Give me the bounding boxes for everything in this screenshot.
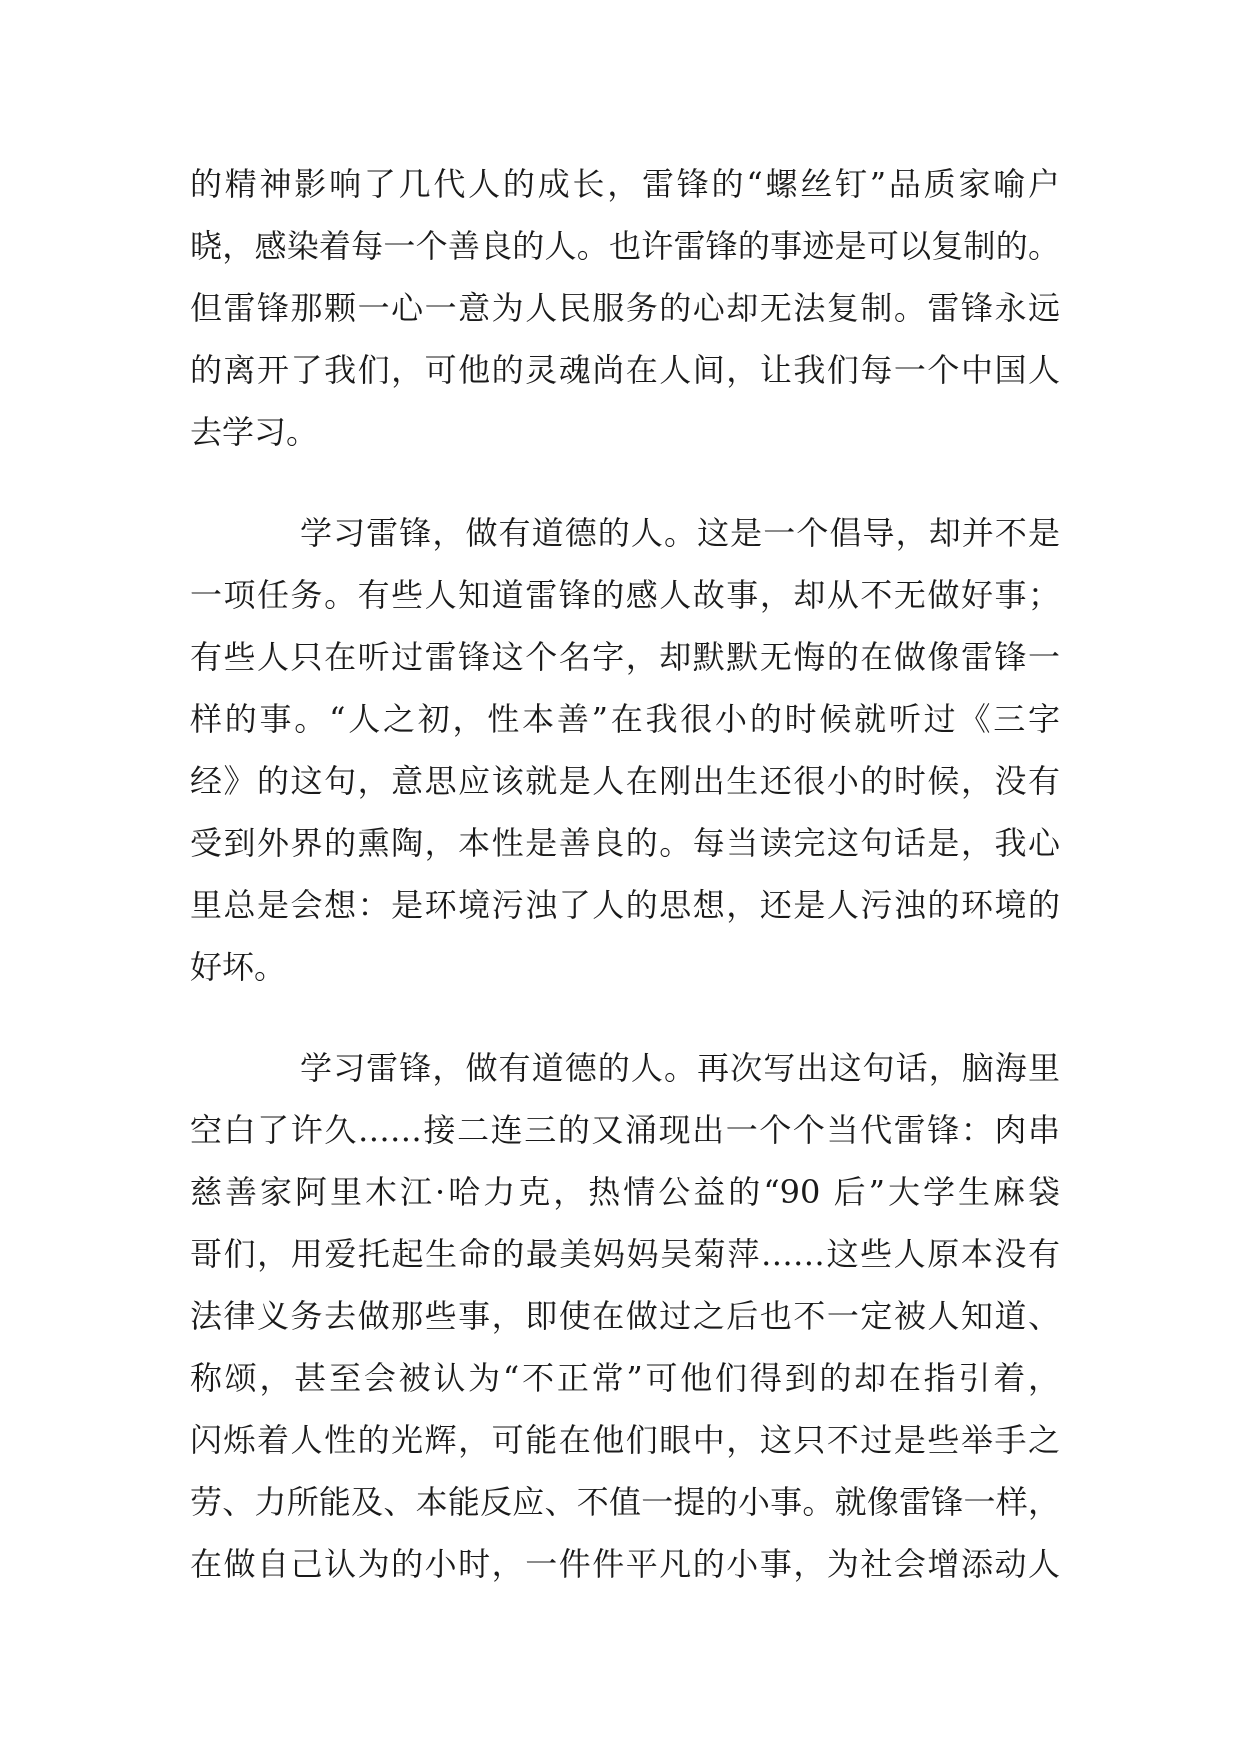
text-line: 闪烁着人性的光辉，可能在他们眼中，这只不过是些举手之 [190, 1421, 1060, 1459]
text-line: 有些人只在听过雷锋这个名字，却默默无悔的在做像雷锋一 [190, 638, 1060, 676]
text-line: 晓，感染着每一个善良的人。也许雷锋的事迹是可以复制的。 [190, 227, 1060, 265]
paragraph-3 [190, 1037, 1060, 1595]
text-line: 劳、力所能及、本能反应、不值一提的小事。就像雷锋一样， [190, 1483, 1060, 1521]
text-line: 学习雷锋，做有道德的人。再次写出这句话，脑海里 [300, 1049, 1060, 1087]
text-line: 哥们，用爱托起生命的最美妈妈吴菊萍……这些人原本没有 [190, 1235, 1060, 1273]
text-line: 受到外界的熏陶，本性是善良的。每当读完这句话是，我心 [190, 824, 1060, 862]
text-line: 但雷锋那颗一心一意为人民服务的心却无法复制。雷锋永远 [190, 289, 1060, 327]
text-line: 空白了许久……接二连三的又涌现出一个个当代雷锋：肉串 [190, 1111, 1060, 1149]
paragraph-1 [190, 153, 1060, 463]
text-line: 学习雷锋，做有道德的人。这是一个倡导，却并不是 [300, 514, 1060, 552]
text-line: 慈善家阿里木江·哈力克，热情公益的“90 后”大学生麻袋 [190, 1173, 1060, 1211]
paragraph-2 [190, 502, 1060, 998]
text-line: 称颂，甚至会被认为“不正常”可他们得到的却在指引着， [190, 1359, 1060, 1397]
text-line: 的离开了我们，可他的灵魂尚在人间，让我们每一个中国人 [190, 351, 1060, 389]
text-line: 样的事。“人之初，性本善”在我很小的时候就听过《三字 [190, 700, 1060, 738]
text-line: 一项任务。有些人知道雷锋的感人故事，却从不无做好事； [190, 576, 1060, 614]
text-line: 去学习。 [190, 413, 319, 451]
text-line: 的精神影响了几代人的成长，雷锋的“螺丝钉”品质家喻户 [190, 165, 1060, 203]
text-line: 经》的这句，意思应该就是人在刚出生还很小的时候，没有 [190, 762, 1060, 800]
text-line: 好坏。 [190, 948, 287, 986]
text-line: 法律义务去做那些事，即使在做过之后也不一定被人知道、 [190, 1297, 1060, 1335]
text-line: 里总是会想：是环境污浊了人的思想，还是人污浊的环境的 [190, 886, 1060, 924]
text-line: 在做自己认为的小时，一件件平凡的小事，为社会增添动人 [190, 1545, 1060, 1583]
